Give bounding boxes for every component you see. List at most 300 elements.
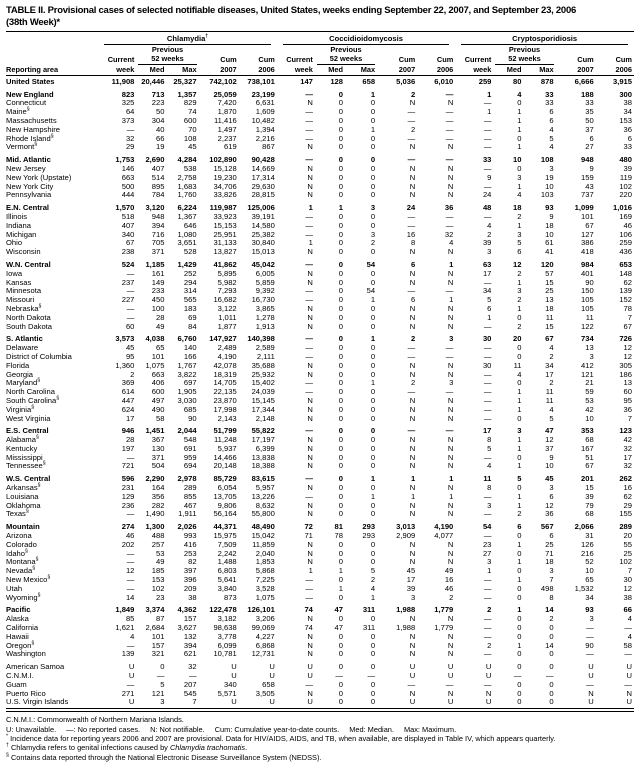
- value-cell: 39: [623, 163, 632, 173]
- value-cell: 7,293: [217, 286, 237, 296]
- value-cell: N: [447, 413, 454, 423]
- area-cell: Mid. Atlantic: [6, 155, 51, 165]
- area-cell: District of Columbia: [6, 351, 72, 361]
- value-cell: 148: [619, 268, 632, 278]
- value-cell: —: [126, 286, 135, 296]
- value-cell: —: [483, 277, 492, 287]
- header-spacer: [239, 45, 277, 54]
- value-cell: U: [128, 697, 135, 707]
- area-cell: South Carolina§: [6, 395, 60, 405]
- value-cell: N: [409, 614, 416, 624]
- cum-label: Cum: [577, 55, 594, 65]
- value-cell: 85: [125, 614, 135, 624]
- value-cell: 504: [151, 461, 165, 471]
- value-cell: 166: [183, 351, 197, 361]
- weeks52-label: [315, 54, 377, 64]
- value-cell: 823: [121, 89, 135, 99]
- value-cell: N: [409, 312, 416, 322]
- value-cell: 1,367: [177, 211, 197, 221]
- value-cell: 0: [370, 277, 376, 287]
- value-cell: N: [307, 312, 313, 322]
- value-cell: 0: [338, 229, 343, 239]
- table-row: [6, 323, 634, 332]
- value-cell: 1: [370, 378, 376, 388]
- value-cell: —: [188, 671, 197, 681]
- value-cell: 697: [183, 378, 197, 388]
- value-cell: 621: [183, 649, 197, 659]
- value-cell: U: [269, 671, 275, 681]
- value-cell: U: [626, 671, 632, 681]
- value-cell: 3,915: [612, 76, 632, 86]
- value-cell: 705: [151, 238, 165, 248]
- value-cell: 3,627: [177, 623, 197, 633]
- value-cell: 467: [183, 500, 197, 510]
- value-cell: 1: [487, 107, 492, 117]
- value-cell: 1: [370, 334, 376, 344]
- value-cell: 62: [623, 277, 632, 287]
- value-cell: 233: [151, 286, 165, 296]
- value-cell: 227: [121, 295, 135, 305]
- value-cell: 450: [151, 295, 165, 305]
- max-label: Max: [166, 65, 198, 76]
- value-cell: U: [485, 662, 492, 672]
- value-cell: 490: [151, 404, 165, 414]
- value-cell: 524: [121, 259, 135, 269]
- value-cell: 0: [517, 163, 522, 173]
- table-row: [6, 650, 634, 659]
- value-cell: 1,300: [145, 522, 165, 532]
- value-cell: 0: [338, 688, 343, 698]
- value-cell: 51: [585, 452, 594, 462]
- value-cell: 6,399: [255, 443, 275, 453]
- value-cell: N: [307, 369, 313, 379]
- value-cell: 0: [370, 461, 376, 471]
- value-cell: 0: [370, 387, 376, 397]
- value-cell: 867: [262, 142, 275, 152]
- value-cell: 0: [370, 133, 376, 143]
- value-cell: —: [445, 286, 454, 296]
- value-cell: 514: [151, 172, 165, 182]
- value-cell: 878: [540, 76, 554, 86]
- value-cell: 51,799: [213, 426, 237, 436]
- footnotes: [6, 715, 634, 762]
- value-cell: 36: [623, 404, 632, 414]
- value-cell: N: [447, 539, 454, 549]
- value-cell: 4: [627, 614, 632, 624]
- value-cell: 12: [623, 343, 632, 353]
- value-cell: 0: [338, 172, 343, 182]
- value-cell: 1: [517, 539, 522, 549]
- value-cell: —: [305, 259, 313, 269]
- value-cell: N: [409, 247, 416, 257]
- value-cell: 353: [581, 426, 594, 436]
- value-cell: 56,164: [213, 509, 237, 519]
- value-cell: 10: [545, 461, 554, 471]
- value-cell: 1,490: [145, 509, 165, 519]
- value-cell: 47: [334, 623, 343, 633]
- value-cell: 14: [125, 592, 135, 602]
- value-cell: 0: [338, 575, 343, 585]
- value-cell: 20,148: [213, 461, 237, 471]
- value-cell: 161: [151, 268, 165, 278]
- value-cell: 738,101: [247, 76, 275, 86]
- value-cell: 1: [487, 566, 492, 576]
- value-cell: 53: [156, 548, 165, 558]
- value-cell: 102,890: [209, 155, 237, 165]
- value-cell: 14,580: [251, 220, 275, 230]
- value-cell: 34: [585, 592, 594, 602]
- value-cell: 34: [482, 286, 492, 296]
- value-cell: 4,190: [217, 351, 237, 361]
- disease-name: Chlamydia†: [104, 34, 271, 45]
- value-cell: —: [586, 679, 594, 689]
- value-cell: 1: [487, 89, 492, 99]
- value-cell: 20: [623, 531, 632, 541]
- value-cell: 15: [545, 277, 554, 287]
- value-cell: 45: [125, 343, 135, 353]
- value-cell: 0: [338, 268, 343, 278]
- value-cell: 4: [549, 404, 554, 414]
- value-cell: —: [367, 671, 376, 681]
- value-cell: 10: [585, 566, 594, 576]
- value-cell: 48,490: [251, 522, 275, 532]
- table-row: [6, 388, 634, 397]
- area-cell: Colorado: [6, 539, 37, 549]
- value-cell: 0: [338, 369, 343, 379]
- value-cell: N: [409, 649, 416, 659]
- header-spacer: [6, 54, 98, 64]
- value-cell: 19: [545, 172, 554, 182]
- value-cell: 0: [370, 181, 376, 191]
- value-cell: 9: [549, 211, 554, 221]
- value-cell: N: [447, 631, 454, 641]
- value-cell: 3,505: [255, 688, 275, 698]
- value-cell: —: [483, 142, 492, 152]
- table-row: [6, 633, 634, 642]
- value-cell: 386: [581, 238, 594, 248]
- value-cell: 1: [517, 404, 522, 414]
- week-label: week: [98, 65, 136, 76]
- value-cell: 8: [487, 435, 492, 445]
- value-cell: 653: [619, 259, 632, 269]
- value-cell: 12: [545, 500, 554, 510]
- area-cell: Arizona: [6, 531, 32, 541]
- value-cell: —: [305, 474, 313, 484]
- value-cell: 314: [183, 286, 197, 296]
- value-cell: 1,621: [115, 623, 135, 633]
- value-cell: 153: [151, 575, 165, 585]
- value-cell: N: [447, 688, 454, 698]
- value-cell: —: [407, 133, 416, 143]
- value-cell: 1: [487, 312, 492, 322]
- value-cell: 396: [183, 575, 197, 585]
- value-cell: 394: [151, 220, 165, 230]
- area-cell: Oregon§: [6, 640, 35, 650]
- value-cell: —: [305, 334, 313, 344]
- table-title-line2: (38th Week)*: [6, 16, 60, 28]
- value-cell: 2,489: [217, 343, 237, 353]
- value-cell: 14: [545, 640, 554, 650]
- value-cell: U: [626, 662, 632, 672]
- value-cell: N: [409, 557, 416, 567]
- value-cell: 0: [338, 592, 343, 602]
- value-cell: U: [307, 671, 313, 681]
- value-cell: 18: [545, 220, 554, 230]
- value-cell: 5,937: [217, 443, 237, 453]
- value-cell: N: [447, 461, 454, 471]
- value-cell: 17,314: [251, 172, 275, 182]
- value-cell: 1: [517, 575, 522, 585]
- value-cell: 716: [151, 229, 165, 239]
- value-cell: 78: [623, 303, 632, 313]
- value-cell: U: [588, 671, 594, 681]
- value-cell: 262: [619, 474, 632, 484]
- value-cell: —: [445, 387, 454, 397]
- value-cell: 1,988: [396, 605, 416, 615]
- value-cell: 23: [482, 539, 492, 549]
- value-cell: —: [407, 343, 416, 353]
- value-cell: 1,532: [574, 583, 594, 593]
- value-cell: N: [307, 395, 313, 405]
- value-cell: 10: [513, 155, 522, 165]
- value-cell: 67: [623, 321, 632, 331]
- value-cell: U: [128, 671, 135, 681]
- value-cell: 5,571: [217, 688, 237, 698]
- value-cell: 407: [151, 163, 165, 173]
- value-cell: 28,815: [251, 190, 275, 200]
- value-cell: 713: [151, 89, 165, 99]
- value-cell: 488: [151, 531, 165, 541]
- value-cell: 311: [362, 623, 376, 633]
- value-cell: 7,225: [255, 575, 275, 585]
- weeks52-text: 52 weeks: [138, 54, 196, 64]
- value-cell: 19,230: [213, 172, 237, 182]
- value-cell: —: [513, 671, 522, 681]
- value-cell: 164: [151, 483, 165, 493]
- value-cell: 68: [585, 435, 594, 445]
- value-cell: U: [409, 662, 416, 672]
- value-cell: 93: [585, 605, 594, 615]
- value-cell: 2: [487, 605, 492, 615]
- value-cell: 25,327: [173, 76, 197, 86]
- value-cell: 321: [151, 649, 165, 659]
- value-cell: 565: [183, 295, 197, 305]
- value-cell: 10: [545, 229, 554, 239]
- value-cell: —: [483, 395, 492, 405]
- value-cell: 0: [338, 461, 343, 471]
- footnote-item: * Incidence data for reporting years 2006 and 2007 are provisional. Data for HIV/AIDS, AIDS, and TB, when available, are displayed in Table IV, which appears quarterly.: [6, 733, 556, 744]
- value-cell: —: [483, 369, 492, 379]
- value-cell: 4: [549, 343, 554, 353]
- table-row: [6, 606, 634, 615]
- value-cell: 0: [370, 413, 376, 423]
- value-cell: 0: [370, 268, 376, 278]
- value-cell: 29: [623, 500, 632, 510]
- table-row: [6, 126, 634, 135]
- value-cell: 9,806: [217, 500, 237, 510]
- value-cell: 0: [370, 697, 376, 707]
- value-cell: N: [307, 548, 313, 558]
- value-cell: 14: [545, 605, 554, 615]
- value-cell: 1: [449, 295, 454, 305]
- area-cell: Massachusetts: [6, 116, 57, 125]
- value-cell: 12: [513, 259, 522, 269]
- value-cell: —: [335, 671, 343, 681]
- value-cell: 596: [121, 474, 135, 484]
- value-cell: 150: [581, 286, 594, 296]
- value-cell: 7: [627, 312, 632, 322]
- table-row: [6, 624, 634, 633]
- value-cell: N: [307, 404, 313, 414]
- value-cell: —: [305, 426, 313, 436]
- value-cell: U: [447, 697, 454, 707]
- value-cell: 0: [338, 509, 343, 519]
- value-cell: 6: [517, 247, 522, 257]
- value-cell: 2: [130, 369, 135, 379]
- value-cell: 0: [517, 133, 522, 143]
- value-cell: 4: [549, 142, 554, 152]
- value-cell: N: [307, 142, 313, 152]
- value-cell: 25,059: [213, 89, 237, 99]
- value-cell: 74: [304, 623, 313, 633]
- current-label: Current: [286, 55, 313, 65]
- value-cell: 1: [517, 107, 522, 117]
- value-cell: —: [407, 426, 416, 436]
- value-cell: 33: [545, 89, 554, 99]
- value-cell: 1,278: [255, 312, 275, 322]
- value-cell: 69: [188, 312, 197, 322]
- value-cell: 6: [549, 531, 554, 541]
- value-cell: 2,684: [145, 623, 165, 633]
- value-cell: 0: [517, 378, 522, 388]
- value-cell: 6,760: [177, 334, 197, 344]
- value-cell: 0: [338, 426, 343, 436]
- value-cell: 356: [151, 491, 165, 501]
- value-cell: 2,978: [177, 474, 197, 484]
- value-cell: 216: [581, 548, 594, 558]
- value-cell: 1: [517, 500, 522, 510]
- value-cell: 401: [581, 268, 594, 278]
- value-cell: 1: [517, 181, 522, 191]
- table-row: [6, 296, 634, 305]
- value-cell: U: [307, 697, 313, 707]
- header-spacer: [98, 45, 136, 54]
- value-cell: 0: [370, 395, 376, 405]
- value-cell: 734: [581, 334, 594, 344]
- value-cell: 11: [545, 387, 554, 397]
- value-cell: 1,911: [178, 509, 197, 519]
- value-cell: 3: [549, 483, 554, 493]
- header-spacer: [596, 45, 634, 54]
- area-cell: Florida: [6, 360, 30, 370]
- value-cell: 236: [121, 500, 135, 510]
- value-cell: 53: [585, 395, 594, 405]
- year-2006-label: 2006: [596, 65, 634, 76]
- table-row: [6, 108, 634, 117]
- value-cell: 2,111: [256, 351, 275, 361]
- value-cell: —: [305, 343, 313, 353]
- value-cell: 4: [449, 238, 454, 248]
- value-cell: 63: [482, 259, 492, 269]
- value-cell: 108: [183, 133, 197, 143]
- value-cell: N: [307, 443, 313, 453]
- value-cell: 31,133: [213, 238, 237, 248]
- value-cell: 45: [188, 142, 197, 152]
- value-cell: 6: [487, 303, 492, 313]
- value-cell: 12: [623, 583, 632, 593]
- area-cell: Mountain: [6, 522, 40, 532]
- value-cell: 0: [517, 452, 522, 462]
- value-cell: N: [409, 98, 416, 108]
- value-cell: 0: [370, 509, 376, 519]
- area-cell: Texas§: [6, 508, 29, 519]
- value-cell: U: [626, 697, 632, 707]
- value-cell: 1: [517, 387, 522, 397]
- value-cell: 39,191: [251, 211, 275, 221]
- value-cell: 67: [585, 220, 594, 230]
- value-cell: 37: [585, 124, 594, 134]
- value-cell: 0: [517, 583, 522, 593]
- value-cell: 0: [338, 443, 343, 453]
- value-cell: 60: [125, 321, 135, 331]
- value-cell: U: [409, 697, 416, 707]
- value-cell: 4: [549, 124, 554, 134]
- value-cell: 102: [151, 583, 165, 593]
- value-cell: N: [409, 404, 416, 414]
- value-cell: 42: [585, 404, 594, 414]
- value-cell: 1,016: [612, 203, 632, 213]
- value-cell: 18,319: [213, 369, 237, 379]
- value-cell: 0: [338, 662, 343, 672]
- value-cell: N: [409, 142, 416, 152]
- value-cell: 49: [444, 566, 454, 576]
- value-cell: 14,466: [213, 452, 237, 462]
- value-cell: 10: [545, 181, 554, 191]
- value-cell: 62: [623, 491, 632, 501]
- value-cell: —: [483, 592, 492, 602]
- value-cell: 3: [517, 229, 522, 239]
- value-cell: N: [307, 509, 313, 519]
- value-cell: 0: [370, 426, 376, 436]
- value-cell: 17: [125, 413, 135, 423]
- value-cell: 27: [585, 142, 594, 152]
- value-cell: 7: [192, 697, 197, 707]
- table-row: [6, 143, 634, 152]
- value-cell: 30: [482, 360, 492, 370]
- value-cell: 619: [224, 142, 237, 152]
- value-cell: —: [407, 107, 416, 117]
- value-cell: 0: [370, 303, 376, 313]
- value-cell: 5: [517, 238, 522, 248]
- value-cell: 1,488: [217, 557, 237, 567]
- table-row: [6, 510, 634, 519]
- area-cell: Mississippi: [6, 452, 43, 462]
- value-cell: 157: [183, 614, 197, 624]
- value-cell: 72: [304, 522, 313, 532]
- value-cell: 90: [585, 640, 594, 650]
- value-cell: —: [407, 220, 416, 230]
- area-cell: Oklahoma: [6, 500, 41, 510]
- value-cell: 993: [183, 531, 197, 541]
- value-cell: 139: [619, 286, 632, 296]
- value-cell: —: [483, 614, 492, 624]
- value-cell: 0: [517, 483, 522, 493]
- value-cell: 19: [156, 142, 165, 152]
- value-cell: 147,927: [209, 334, 237, 344]
- value-cell: N: [307, 435, 313, 445]
- value-cell: 282: [151, 500, 165, 510]
- value-cell: 10: [585, 413, 594, 423]
